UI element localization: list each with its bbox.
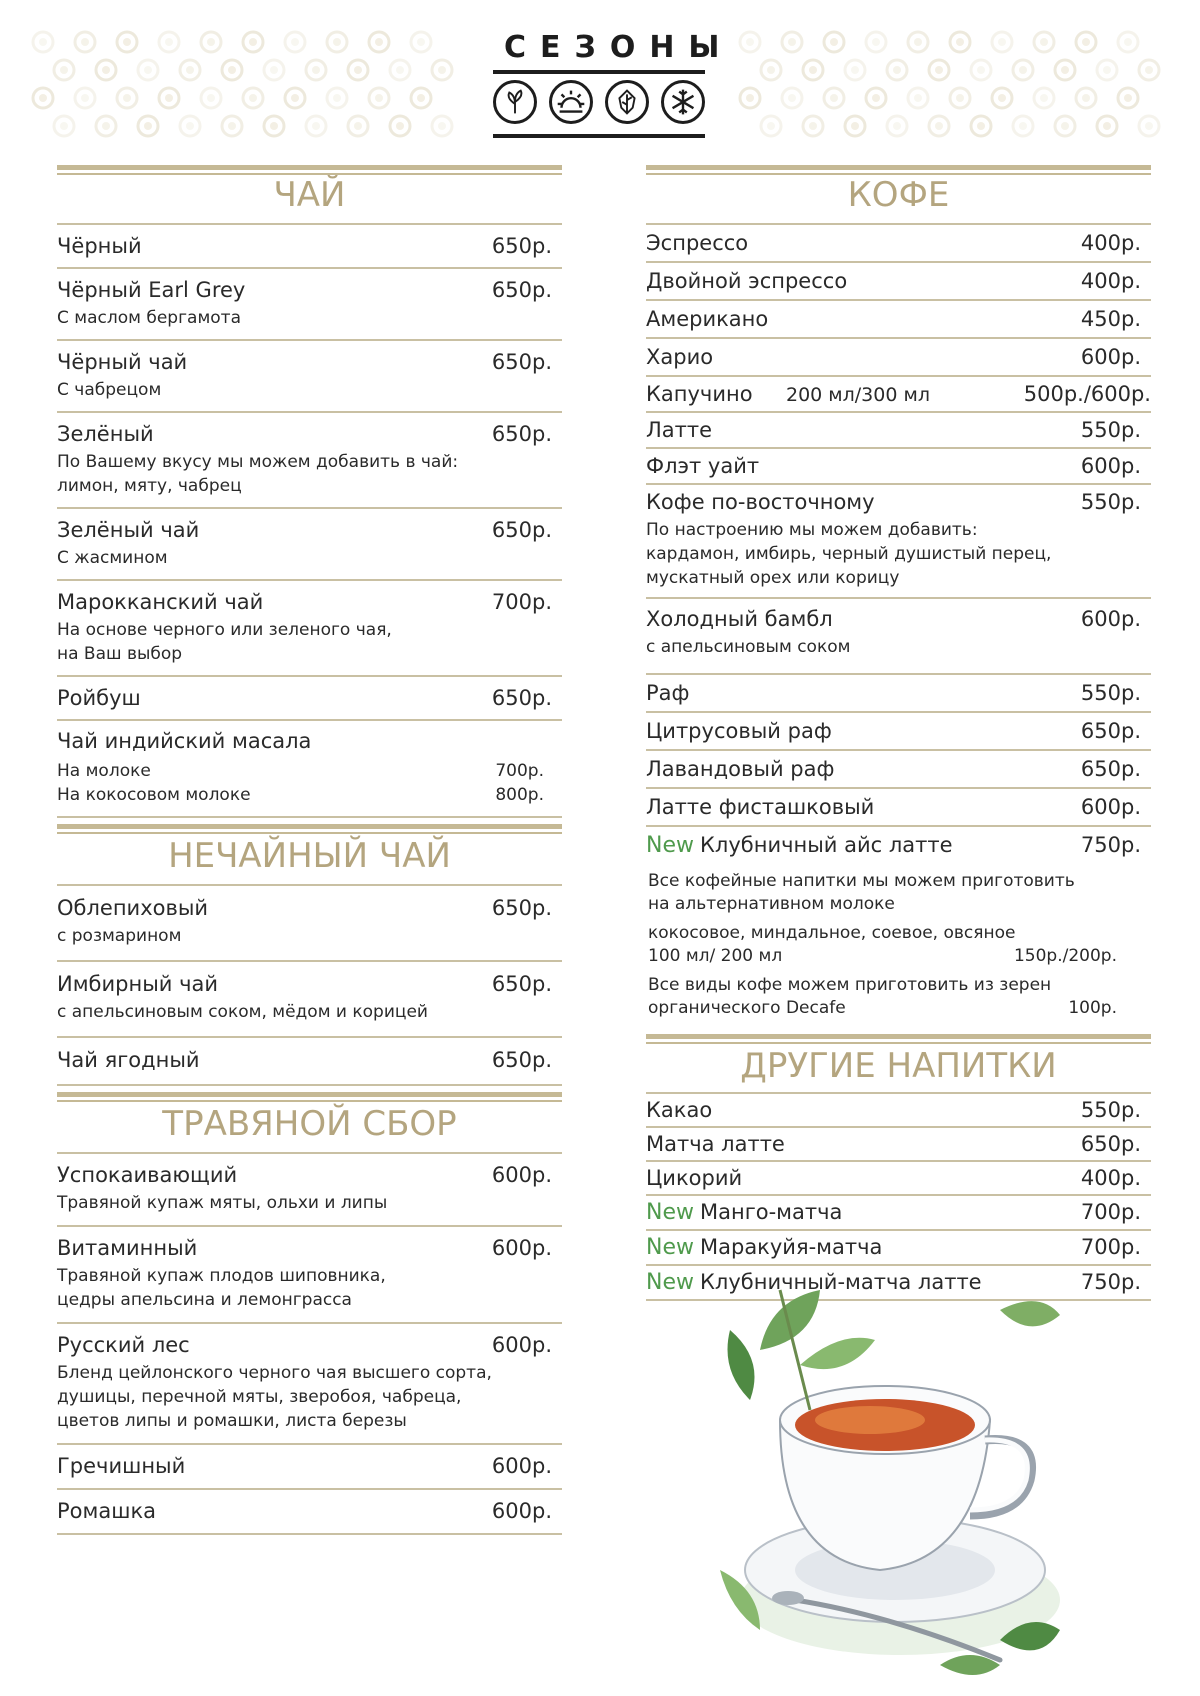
non-tea-item	[57, 886, 562, 962]
non-tea-item	[57, 962, 562, 1038]
coffee-price: 550р.	[1080, 418, 1141, 442]
tea-item	[57, 509, 562, 581]
tea-price: 650р.	[491, 350, 552, 374]
masala-price-milk: 700р.	[495, 761, 544, 781]
herbal-name: Ромашка	[57, 1499, 156, 1523]
coffee-name: Харио	[646, 345, 714, 369]
tea-name: Чёрный чай	[57, 350, 188, 374]
herbal-price: 600р.	[491, 1499, 552, 1523]
coffee-name: Флэт уайт	[646, 454, 760, 478]
non-tea-title-text: НЕЧАЙНЫЙ ЧАЙ	[168, 836, 451, 876]
summer-icon	[549, 80, 593, 124]
logo-bar-top	[493, 70, 705, 74]
herbal-price: 600р.	[491, 1236, 552, 1260]
alt-milk-note: Все кофейные напитки мы можем приготовить на альтернативном молоке	[648, 871, 1075, 914]
oriental-coffee-name: Кофе по-восточному	[646, 490, 875, 514]
decaf-price: 100р.	[1068, 998, 1117, 1018]
other-drink-price: 700р.	[1080, 1235, 1141, 1259]
new-coffee-price: 750р.	[1080, 833, 1141, 857]
new-coffee-item	[646, 827, 1151, 862]
other-drink-item	[646, 1094, 1151, 1128]
tea-name: Зелёный	[57, 422, 154, 446]
non-tea-item	[57, 1038, 562, 1086]
other-title-text: ДРУГИЕ НАПИТКИ	[740, 1046, 1057, 1086]
brand-logo	[490, 30, 734, 140]
new-badge: New	[646, 1235, 694, 1260]
cold-bumble-price: 600р.	[1080, 607, 1141, 631]
tea-price: 700р.	[491, 590, 552, 614]
section-title-coffee	[646, 165, 1151, 225]
decorative-pattern-left	[28, 30, 458, 140]
tea-name: Ройбуш	[57, 686, 141, 710]
section-title-non-tea	[57, 824, 562, 886]
other-drink-item	[646, 1196, 1151, 1231]
coffee-price: 600р.	[1080, 795, 1141, 819]
non-tea-price: 650р.	[491, 972, 552, 996]
herbal-title-text: ТРАВЯНОЙ СБОР	[162, 1104, 457, 1144]
tea-price: 650р.	[491, 518, 552, 542]
herbal-list	[57, 1154, 562, 1535]
other-drink-price: 700р.	[1080, 1200, 1141, 1224]
non-tea-desc: с розмарином	[57, 926, 182, 946]
cappuccino-volume: 200 мл/300 мл	[786, 384, 930, 406]
other-drink-name: Манго-матча	[700, 1200, 843, 1224]
masala-price-coconut: 800р.	[495, 785, 544, 805]
coffee-item	[646, 675, 1151, 713]
tea-price: 650р.	[491, 422, 552, 446]
winter-icon	[661, 80, 705, 124]
left-column	[57, 165, 562, 1535]
milk-price: 150р./200р.	[1013, 946, 1117, 966]
coffee-item	[646, 449, 1151, 485]
section-title-herbal	[57, 1092, 562, 1154]
non-tea-name: Имбирный чай	[57, 972, 219, 996]
tea-item	[57, 581, 562, 677]
coffee-name: Латте фисташковый	[646, 795, 875, 819]
milk-types-note: кокосовое, миндальное, соевое, овсяное	[648, 923, 1016, 943]
tea-desc: С жасмином	[57, 548, 168, 568]
season-icons	[493, 80, 705, 128]
herbal-price: 600р.	[491, 1333, 552, 1357]
tea-name: Марокканский чай	[57, 590, 264, 614]
coffee-item	[646, 751, 1151, 789]
coffee-item	[646, 301, 1151, 339]
cold-bumble-desc: с апельсиновым соком	[646, 637, 851, 657]
other-drink-item	[646, 1162, 1151, 1196]
tea-desc: По Вашему вкусу мы можем добавить в чай: лимон, мяту, чабрец	[57, 452, 459, 496]
coffee-item	[646, 789, 1151, 827]
other-drink-name: Матча латте	[646, 1132, 785, 1156]
masala-option-milk: На молоке	[57, 761, 151, 781]
coffee-price: 600р.	[1080, 454, 1141, 478]
other-drink-item	[646, 1128, 1151, 1162]
herbal-desc: Бленд цейлонского черного чая высшего сорта, душицы, перечной мяты, зверобоя, чабреца, цветов липы и ромашки, листа березы	[57, 1363, 492, 1431]
tea-desc: С чабрецом	[57, 380, 162, 400]
decorative-pattern-right	[735, 30, 1175, 140]
cappuccino-item	[646, 377, 1151, 413]
menu-header	[0, 0, 1200, 150]
other-drink-name: Маракуйя-матча	[700, 1235, 883, 1259]
herbal-name: Гречишный	[57, 1454, 186, 1478]
milk-volume: 100 мл/ 200 мл	[648, 946, 783, 966]
herbal-item	[57, 1324, 562, 1445]
herbal-price: 600р.	[491, 1454, 552, 1478]
coffee-name: Раф	[646, 681, 690, 705]
new-coffee-name: Клубничный айс латте	[700, 833, 953, 857]
coffee-price: 550р.	[1080, 681, 1141, 705]
herbal-item	[57, 1445, 562, 1490]
herbal-desc: Травяной купаж мяты, ольхи и липы	[57, 1193, 388, 1213]
new-badge: New	[646, 1270, 694, 1295]
coffee-price: 400р.	[1080, 269, 1141, 293]
tea-name: Чёрный	[57, 234, 142, 258]
masala-item	[57, 721, 562, 818]
coffee-item	[646, 263, 1151, 301]
tea-name: Чёрный Earl Grey	[57, 278, 246, 302]
new-badge: New	[646, 1200, 694, 1225]
oriental-coffee-desc: По настроению мы можем добавить: кардамон, имбирь, черный душистый перец, мускатный орех или корицу	[646, 520, 1052, 588]
brand-name: СЕЗОНЫ	[504, 30, 734, 65]
coffee-price: 650р.	[1080, 757, 1141, 781]
herbal-item	[57, 1227, 562, 1324]
coffee-name: Американо	[646, 307, 769, 331]
tea-name: Зелёный чай	[57, 518, 200, 542]
non-tea-price: 650р.	[491, 1048, 552, 1072]
tea-desc: С маслом бергамота	[57, 308, 241, 328]
coffee-list-a	[646, 225, 1151, 377]
coffee-list-b	[646, 413, 1151, 485]
oriental-coffee-price: 550р.	[1080, 490, 1141, 514]
coffee-item	[646, 225, 1151, 263]
other-drink-name: Цикорий	[646, 1166, 743, 1190]
other-drink-price: 750р.	[1080, 1270, 1141, 1294]
other-drink-name: Клубничный-матча латте	[700, 1270, 982, 1294]
right-column	[646, 165, 1151, 1301]
non-tea-desc: с апельсиновым соком, мёдом и корицей	[57, 1002, 428, 1022]
logo-bar-bottom	[493, 134, 705, 138]
spring-icon	[493, 80, 537, 124]
herbal-price: 600р.	[491, 1163, 552, 1187]
section-title-other	[646, 1034, 1151, 1094]
masala-option-coconut: На кокосовом молоке	[57, 785, 251, 805]
coffee-name: Цитрусовый раф	[646, 719, 832, 743]
other-drink-price: 400р.	[1080, 1166, 1141, 1190]
tea-item	[57, 341, 562, 413]
cappuccino-name: Капучино	[646, 382, 753, 406]
coffee-price: 400р.	[1080, 231, 1141, 255]
herbal-name: Успокаивающий	[57, 1163, 238, 1187]
tea-item	[57, 269, 562, 341]
other-drink-price: 650р.	[1080, 1132, 1141, 1156]
non-tea-name: Чай ягодный	[57, 1048, 200, 1072]
decaf-note-line1: Все виды кофе можем приготовить из зерен	[648, 975, 1052, 995]
herbal-item	[57, 1154, 562, 1227]
herbal-name: Витаминный	[57, 1236, 198, 1260]
decaf-note-line2: органического Decafe	[648, 998, 846, 1018]
milk-volume-row	[646, 945, 1151, 968]
coffee-item	[646, 339, 1151, 377]
coffee-item	[646, 413, 1151, 449]
tea-price: 650р.	[491, 234, 552, 258]
coffee-name: Эспрессо	[646, 231, 749, 255]
herbal-desc: Травяной купаж плодов шиповника, цедры апельсина и лемонграсса	[57, 1266, 386, 1310]
herbal-item	[57, 1490, 562, 1535]
tea-item	[57, 413, 562, 509]
coffee-price: 600р.	[1080, 345, 1141, 369]
herbal-name: Русский лес	[57, 1333, 190, 1357]
decaf-row	[646, 997, 1151, 1034]
tea-item	[57, 225, 562, 269]
coffee-price: 650р.	[1080, 719, 1141, 743]
tea-price: 650р.	[491, 686, 552, 710]
tea-item	[57, 677, 562, 721]
non-tea-price: 650р.	[491, 896, 552, 920]
cold-bumble-item	[646, 599, 1151, 675]
tea-title-text: ЧАЙ	[273, 175, 346, 215]
masala-name: Чай индийский масала	[57, 729, 312, 753]
tea-desc: На основе черного или зеленого чая, на Ваш выбор	[57, 620, 392, 664]
coffee-title-text: КОФЕ	[847, 175, 950, 215]
other-drink-name: Какао	[646, 1098, 713, 1122]
cold-bumble-name: Холодный бамбл	[646, 607, 833, 631]
non-tea-list	[57, 886, 562, 1086]
section-title-tea	[57, 165, 562, 225]
autumn-icon	[605, 80, 649, 124]
coffee-name: Двойной эспрессо	[646, 269, 848, 293]
new-badge: New	[646, 833, 694, 858]
coffee-list-c	[646, 675, 1151, 827]
coffee-name: Латте	[646, 418, 713, 442]
tea-list	[57, 225, 562, 721]
non-tea-name: Облепиховый	[57, 896, 209, 920]
coffee-name: Лавандовый раф	[646, 757, 835, 781]
tea-price: 650р.	[491, 278, 552, 302]
other-drink-item	[646, 1231, 1151, 1266]
coffee-item	[646, 713, 1151, 751]
cappuccino-price: 500р./600р.	[1023, 382, 1151, 406]
teacup-illustration	[700, 1270, 1080, 1690]
coffee-price: 450р.	[1080, 307, 1141, 331]
other-drink-price: 550р.	[1080, 1098, 1141, 1122]
oriental-coffee-item	[646, 485, 1151, 599]
